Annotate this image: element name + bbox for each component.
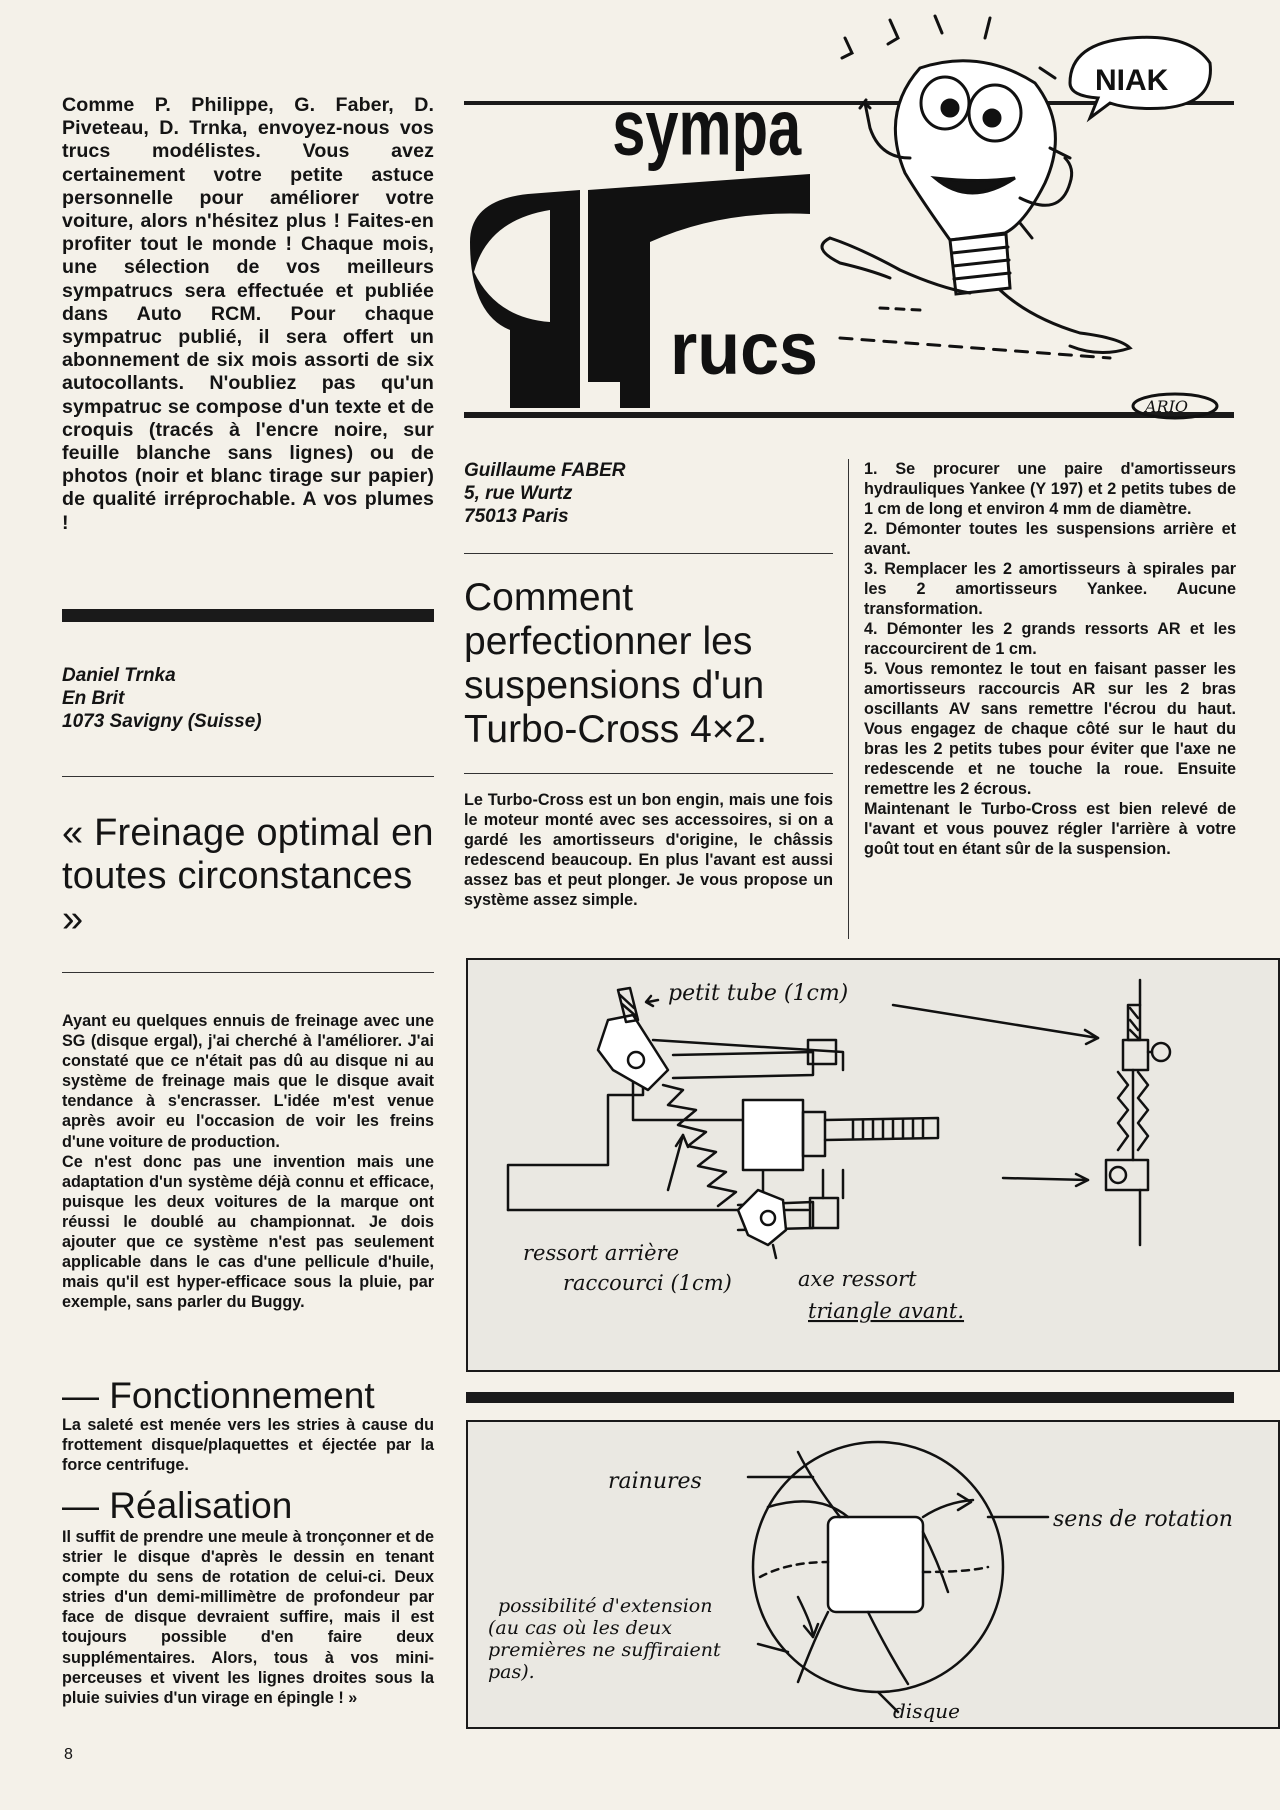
label-possibilite-3: premières ne suffiraient: [488, 1639, 721, 1661]
paragraph: Ayant eu quelques ennuis de freinage avec une SG (disque ergal), j'ai cherché à l'améliorer. J'ai constaté que ce n'était pas dû au disque ni au système de freinage mais que le disque avait tendance à s'encrasser. L'idée m'est venue après avoir eu l'occasion de voir les freins d'une voiture de production.: [62, 1012, 434, 1151]
paragraph: Ce n'est donc pas une invention mais une adaptation d'un système déjà connu et efficace, puisque les deux voitures de la marque ont réussi le doublé au championnat. Je dois ajouter que ce système n'est pas seulement applicable dans le cas d'une pellicule d'huile, mais qu'il est hyper-efficace sous la pluie, par exemple, sans parler du Buggy.: [62, 1152, 434, 1312]
label-possibilite: possibilité d'extension: [498, 1595, 713, 1617]
article-body-freinage: [62, 1011, 434, 1312]
paragraph-realisation: Il suffit de prendre une meule à tronçonner et de strier le disque d'après le dessin en tenant compte du sens de rotation de celui-ci. Deux stries d'un demi-millimètre de profondeur par face de disque devraient suffire, mais il est toujours possible d'en faire deux supplémentaires. Alors, tous à vos mini-perceuses et vivent les lignes droites sous la pluie suivies d'un virage en épingle ! »: [62, 1528, 434, 1707]
label-sens-rotation: sens de rotation: [1053, 1507, 1233, 1532]
suspension-sketch-panel: [466, 958, 1280, 1372]
label-petit-tube: petit tube (1cm): [668, 981, 849, 1006]
column-divider: [848, 459, 849, 939]
step-item: 5. Vous remontez le tout en faisant passer les amortisseurs raccourcis AR sur les 2 bras oscillants AV sans remettre l'écrou du haut. Vous engagez de chaque côté sur le haut du bras les 2 petits tubes pour éviter que l'axe ne redescende et ne touche la roue. Ensuite remettre les 2 écrous.: [864, 660, 1236, 798]
label-axe-ressort: axe ressort: [798, 1267, 917, 1291]
suspension-drawing: [468, 960, 1278, 1370]
label-disque: disque: [893, 1699, 960, 1723]
article-headline-turbocross: Comment perfectionner les suspensions d'un Turbo-Cross 4×2.: [464, 576, 768, 751]
step-item: Maintenant le Turbo-Cross est bien relevé de l'avant et vous pouvez régler l'arrière à votre goût tout en étant sûr de la suspension.: [864, 800, 1236, 858]
author-block-faber: [464, 459, 626, 528]
label-possibilite-2: (au cas où les deux: [488, 1617, 672, 1639]
step-item: 4. Démonter les 2 grands ressorts AR et les raccourcirent de 1 cm.: [864, 620, 1236, 658]
subheading-fonctionnement: — Fonctionnement: [62, 1375, 375, 1416]
author-name: Daniel Trnka: [62, 665, 176, 686]
steps-list: [864, 459, 1236, 859]
lightbulb-mascot-icon: [770, 8, 1280, 428]
author-city: 1073 Savigny (Suisse): [62, 711, 262, 732]
logo-sympa: sympa: [612, 84, 802, 173]
article-body-turbocross: Le Turbo-Cross est un bon engin, mais une fois le moteur monté avec ses accessoires, si on a gardé les amortisseurs d'origine, le châssis redescend beaucoup. En plus l'avant est aussi assez bas et peut plonger. Je vous propose un système assez simple.: [464, 791, 833, 909]
author-city: 75013 Paris: [464, 506, 569, 527]
logo-rucs: rucs: [670, 307, 818, 390]
divider: [62, 972, 434, 973]
speech-text: NIAK: [1095, 64, 1169, 97]
signature-text: ARIO: [1145, 397, 1189, 416]
divider: [464, 773, 833, 774]
label-possibilite-4: pas).: [488, 1661, 535, 1683]
disc-sketch-panel: [466, 1420, 1280, 1729]
author-name: Guillaume FABER: [464, 460, 626, 481]
author-street: En Brit: [62, 688, 125, 709]
divider: [464, 553, 833, 554]
author-street: 5, rue Wurtz: [464, 483, 573, 504]
section-rule: [62, 609, 434, 622]
brake-disc-drawing: [468, 1422, 1278, 1727]
step-item: 1. Se procurer une paire d'amortisseurs hydrauliques Yankee (Y 197) et 2 petits tubes de 1 cm de long et environ 4 mm de diamètre.: [864, 460, 1236, 518]
author-block-trnka: [62, 664, 262, 733]
mascot-illustration: [770, 8, 1280, 428]
article-headline-freinage: « Freinage optimal en toutes circonstances »: [62, 812, 434, 940]
step-item: 2. Démonter toutes les suspensions arrière et avant.: [864, 520, 1236, 558]
section-rule: [466, 1392, 1234, 1403]
label-ressort: ressort arrière: [523, 1241, 680, 1265]
step-item: 3. Remplacer les 2 amortisseurs à spirales par les 2 amortisseurs Yankee. Aucune transformation.: [864, 560, 1236, 618]
intro-text: Comme P. Philippe, G. Faber, D. Piveteau, D. Trnka, envoyez-nous vos trucs modélistes. Vous avez certainement votre petite astuce personnelle pour améliorer votre voiture, alors n'hésitez plus ! Faites-en profiter tout le monde ! Chaque mois, une sélection de vos meilleurs sympatrucs sera effectuée et publiée dans Auto RCM. Pour chaque sympatruc publié, il sera offert un abonnement de six mois assorti de six autocollants. N'oubliez pas qu'un sympatruc se compose d'un texte et de croquis (tracés à l'encre noire, sur feuille blanche sans lignes) ou de photos (noir et blanc tirage sur papier) de qualité irréprochable. A vos plumes !: [62, 94, 434, 534]
label-rainures: rainures: [608, 1469, 702, 1494]
divider: [62, 776, 434, 777]
subheading-realisation: — Réalisation: [62, 1485, 293, 1526]
label-raccourci: raccourci (1cm): [563, 1271, 732, 1295]
label-triangle-avant: triangle avant.: [808, 1299, 965, 1323]
paragraph-fonctionnement: La saleté est menée vers les stries à cause du frottement disque/plaquettes et éjectée par la force centrifuge.: [62, 1416, 434, 1475]
page-number: 8: [64, 1746, 73, 1763]
